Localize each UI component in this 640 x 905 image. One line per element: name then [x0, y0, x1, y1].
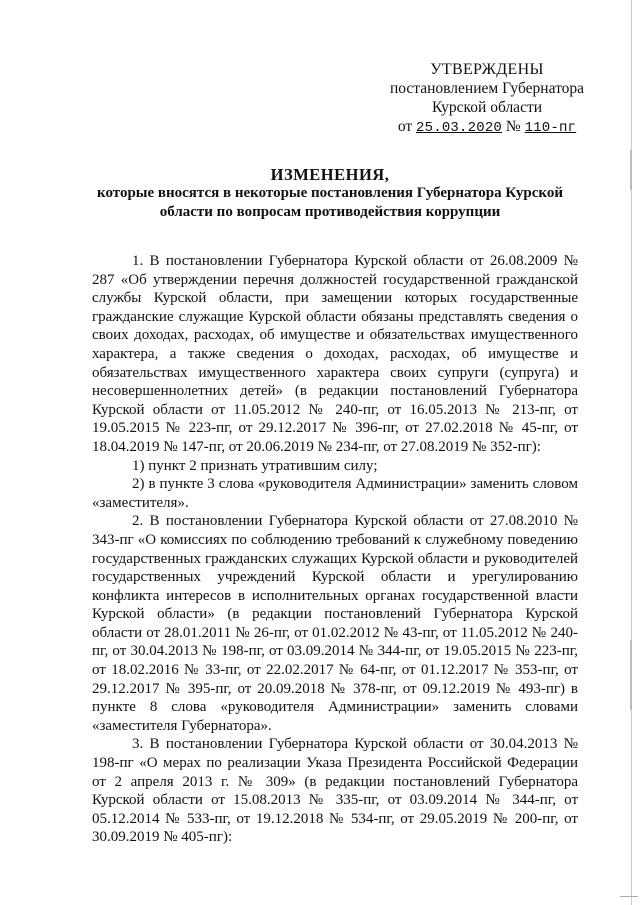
title-main: ИЗМЕНЕНИЯ,	[270, 165, 390, 184]
approval-region: Курской области	[431, 99, 543, 116]
approval-date: 25.03.2020	[416, 120, 503, 136]
scan-artifact	[630, 150, 632, 190]
paragraph-1-item-1: 1) пункт 2 признать утратившим силу;	[132, 457, 378, 474]
paragraph-1-item-2: 2) в пункте 3 слова «руководителя Администрации» заменить словом «заместителя».	[92, 476, 578, 511]
paragraph-1: 1. В постановлении Губернатора Курской области от 26.08.2009 № 287 «Об утверждении перечня должностей государственной гражданской службы Курской области, при замещении которых государственные гражданские служащие Курской области обязаны представлять сведения о своих доходах, расходах, об имуществе и обязательствах имущественного характера, а также сведения о доходах, расходах, об имуществе и обязательствах имущественного характера своих супруги (супруга) и несовершеннолетних детей» (в редакции постановлений Губернатора Курской области от 11.05.2012 № 240-пг, от 16.05.2013 № 213-пг, от 19.05.2015 № 223-пг, от 29.12.2017 № 396-пг, от 27.02.2018 № 45-пг, от 18.04.2019 № 147-пг, от 20.06.2019 № 234-пг, от 27.08.2019 № 352-пг):	[92, 253, 578, 455]
paragraph-2: 2. В постановлении Губернатора Курской области от 27.08.2010 № 343-пг «О комиссиях по соблюдению требований к служебному поведению государственных гражданских служащих Курской области и руководителей государственных учреждений Курской области и урегулированию конфликта интересов в исполнительных органах государственной власти Курской области» (в редакции постановлений Губернатора Курской области от 28.01.2011 № 26-пг, от 01.02.2012 № 43-пг, от 11.05.2012 № 240-пг, от 30.04.2013 № 198-пг, от 03.09.2014 № 344-пг, от 19.05.2015 № 223-пг, от 18.02.2016 № 33-пг, от 22.02.2017 № 64-пг, от 01.12.2017 № 353-пг, от 29.12.2017 № 395-пг, от 20.09.2018 № 378-пг, от 09.12.2019 № 493-пг) в пункте 8 слова «руководителя Администрации» заменить словами «заместителя Губернатора».	[92, 513, 578, 734]
document-body	[92, 252, 578, 847]
scan-edge-line	[631, 0, 632, 905]
document-title	[80, 165, 580, 222]
paragraph-3: 3. В постановлении Губернатора Курской области от 30.04.2013 № 198-пг «О мерах по реализации Указа Президента Российской Федерации от 2 апреля 2013 г. № 309» (в редакции постановлений Губернатора Курской области от 15.08.2013 № 335-пг, от 03.09.2014 № 344-пг, от 05.12.2014 № 533-пг, от 19.12.2018 № 534-пг, от 29.05.2019 № 200-пг, от 30.09.2019 № 405-пг):	[92, 736, 578, 846]
approval-block	[372, 60, 602, 138]
date-prefix: от	[397, 118, 413, 135]
approval-heading: УТВЕРЖДЕНЫ	[430, 61, 544, 78]
scan-corner-mark	[620, 896, 638, 897]
title-subtitle: которые вносятся в некоторые постановления Губернатора Курской области по вопросам противодействия коррупции	[97, 185, 563, 220]
scan-artifact	[630, 640, 632, 710]
number-prefix: №	[505, 118, 521, 135]
approval-number: 110-пг	[524, 120, 577, 136]
approval-issuer: постановлением Губернатора	[389, 80, 585, 97]
approval-date-line	[372, 117, 602, 138]
